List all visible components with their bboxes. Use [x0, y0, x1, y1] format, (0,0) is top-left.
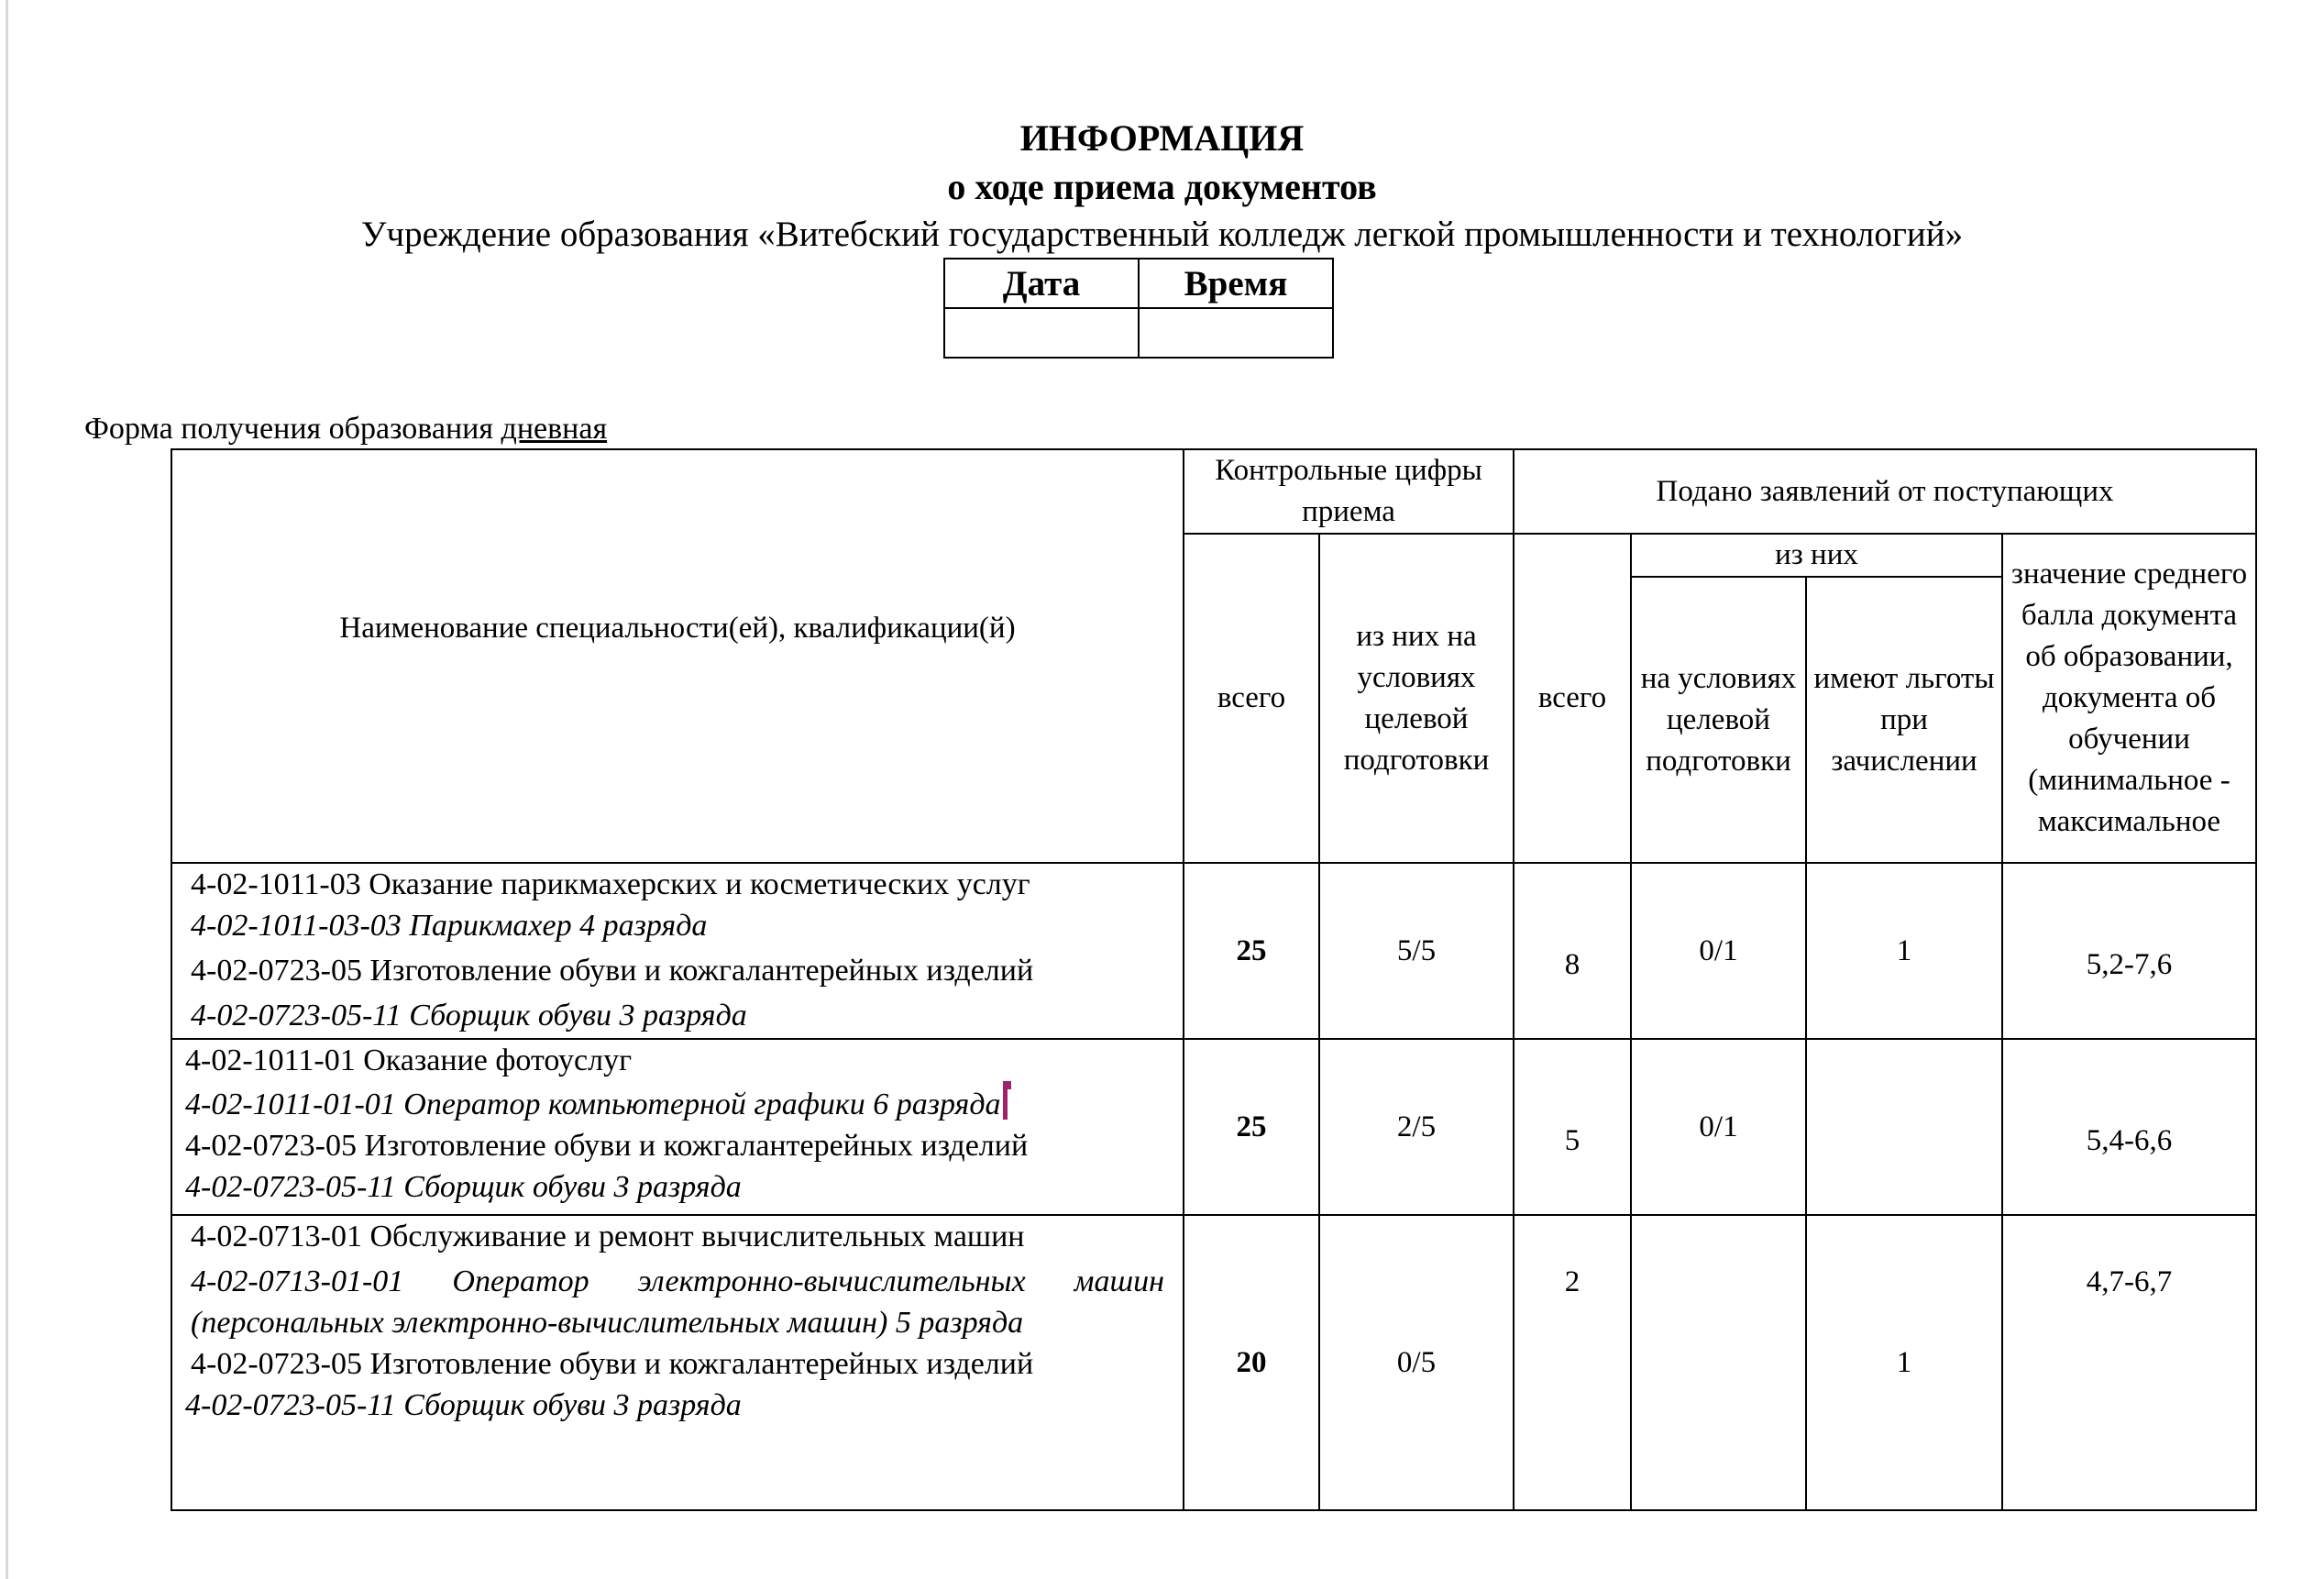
qualification-text: 4-02-1011-01-01 Оператор компьютерной графики 6 разряда: [185, 1088, 1001, 1121]
header-submitted: Подано заявлений от поступающих: [1514, 449, 2256, 534]
specialty-cell: [171, 1215, 1184, 1510]
header-submitted-total: всего: [1514, 534, 1631, 863]
header-control-target: из них на условиях целевой подготовки: [1319, 534, 1514, 863]
header-control-total: всего: [1184, 534, 1319, 863]
control-target-value: 2/5: [1319, 1039, 1514, 1215]
header-benefits: имеют льготы при зачислении: [1806, 577, 2002, 863]
submitted-total-value: 8: [1514, 863, 1631, 1039]
date-label: Дата: [944, 259, 1139, 308]
table-row: [171, 1039, 2256, 1215]
document-title: ИНФОРМАЦИЯ: [1019, 117, 1305, 159]
specialty-line: 4-02-0723-05 Изготовление обуви и кожгалантерейных изделий: [191, 1347, 1034, 1381]
education-form-label: Форма получения образования: [84, 412, 494, 446]
header-control-figures: Контрольные цифры приема: [1184, 449, 1514, 534]
submitted-target-value: [1631, 1215, 1806, 1510]
control-total-value: 25: [1184, 863, 1319, 1039]
benefits-value: 1: [1806, 863, 2002, 1039]
control-total-value: 20: [1184, 1215, 1319, 1510]
time-label: Время: [1139, 259, 1333, 308]
time-value: [1139, 308, 1333, 358]
education-form-line: [84, 410, 607, 448]
header-specialty-name: Наименование специальности(ей), квалификации(й): [171, 449, 1184, 863]
education-form-value: дневная: [501, 412, 608, 446]
institution-name: Учреждение образования «Витебский государственный колледж легкой промышленности и технологий»: [360, 215, 1964, 254]
admission-table: [171, 448, 2257, 1511]
specialty-cell: [171, 863, 1184, 1039]
specialty-cell: [171, 1039, 1184, 1215]
average-score-value: 5,2-7,6: [2002, 863, 2256, 1039]
specialty-line: 4-02-1011-01 Оказание фотоуслуг: [185, 1043, 633, 1077]
date-time-table: [943, 258, 1334, 359]
control-target-value: 0/5: [1319, 1215, 1514, 1510]
submitted-target-value: 0/1: [1631, 1039, 1806, 1215]
qualification-line: 4-02-0723-05-11 Сборщик обуви 3 разряда: [191, 999, 747, 1032]
average-score-value: 5,4-6,6: [2002, 1039, 2256, 1215]
table-row: [171, 1215, 2256, 1510]
date-value: [944, 308, 1139, 358]
header-average-score: значение среднего балла документа об образовании, документа об обучении (минимальное - максимальное: [2002, 534, 2256, 863]
average-score-value: 4,7-6,7: [2002, 1215, 2256, 1510]
header-of-them: из них: [1631, 534, 2002, 577]
submitted-total-value: 5: [1514, 1039, 1631, 1215]
specialty-line: 4-02-0713-01 Обслуживание и ремонт вычислительных машин: [191, 1220, 1025, 1253]
control-total-value: 25: [1184, 1039, 1319, 1215]
revision-marker-icon: [1003, 1081, 1008, 1120]
document-subtitle: о ходе приема документов: [947, 166, 1377, 207]
qualification-line: 4-02-0723-05-11 Сборщик обуви 3 разряда: [185, 1170, 742, 1204]
submitted-target-value: 0/1: [1631, 863, 1806, 1039]
table-row: [171, 863, 2256, 1039]
qualification-line: 4-02-0713-01-01 Оператор электронно-вычислительных машин (персональных электронно-вычислительных машин) 5 разряда: [191, 1264, 1164, 1340]
qualification-line: [185, 1081, 1164, 1125]
header-on-target: на условиях целевой подготовки: [1631, 577, 1806, 863]
control-target-value: 5/5: [1319, 863, 1514, 1039]
specialty-line: 4-02-0723-05 Изготовление обуви и кожгалантерейных изделий: [191, 954, 1034, 988]
qualification-line: 4-02-0723-05-11 Сборщик обуви 3 разряда: [185, 1388, 742, 1422]
specialty-line: 4-02-0723-05 Изготовление обуви и кожгалантерейных изделий: [185, 1129, 1029, 1163]
specialty-line: 4-02-1011-03 Оказание парикмахерских и косметических услуг: [191, 867, 1030, 901]
benefits-value: 1: [1806, 1215, 2002, 1510]
qualification-line: 4-02-1011-03-03 Парикмахер 4 разряда: [191, 909, 708, 943]
benefits-value: [1806, 1039, 2002, 1215]
submitted-total-value: 2: [1514, 1215, 1631, 1510]
